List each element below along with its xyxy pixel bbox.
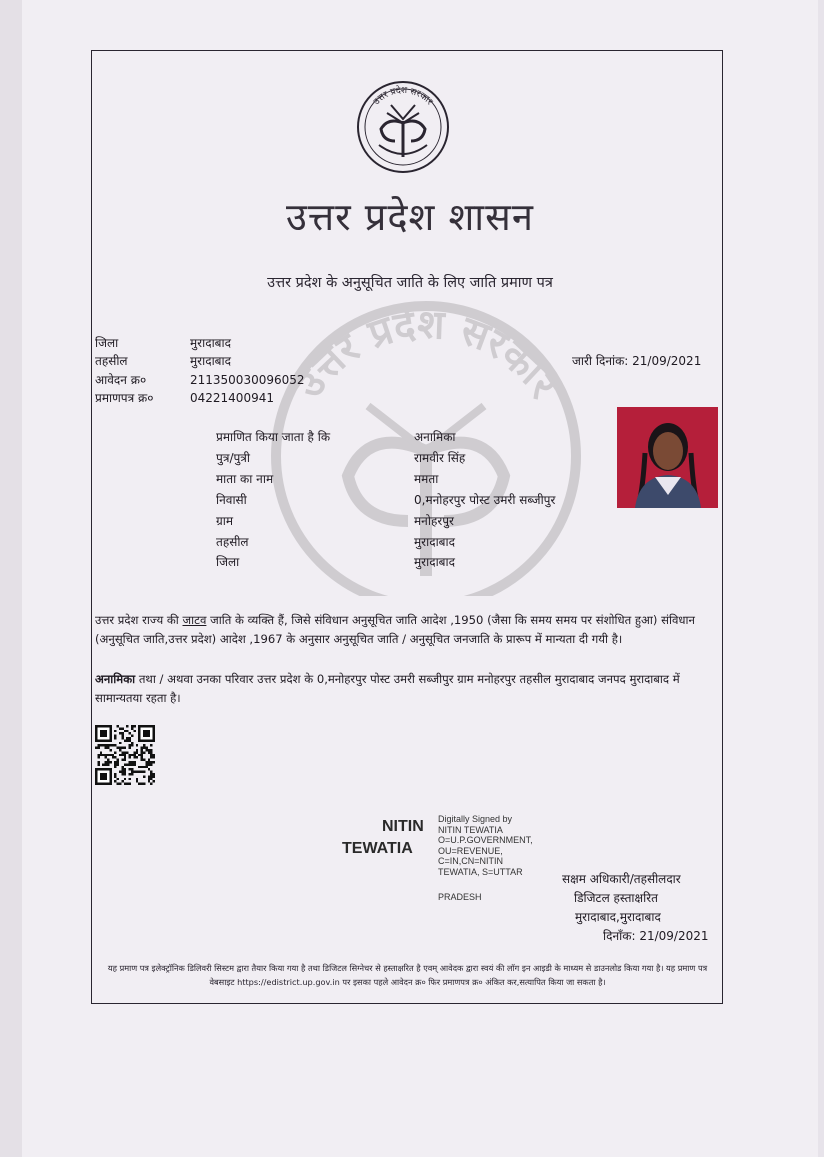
detail-label: प्रमाणित किया जाता है कि (216, 430, 331, 444)
svg-text:उत्तर प्रदेश सरकार (285, 301, 567, 408)
digital-sign-label: डिजिटल हस्ताक्षरित (574, 891, 658, 905)
tehsil-label: तहसील (95, 354, 128, 368)
application-number: 211350030096052 (190, 373, 305, 387)
signature-line: NITIN TEWATIA (438, 824, 503, 835)
certificate-number-label: प्रमाणपत्र क्र० (95, 391, 154, 405)
officer-place: मुरादाबाद,मुरादाबाद (575, 910, 661, 924)
detail-label: पुत्र/पुत्री (216, 451, 251, 465)
mother-name: ममता (414, 472, 439, 486)
detail-label: तहसील (216, 535, 249, 549)
district-label: जिला (95, 336, 119, 350)
holder-name-bold: अनामिका (95, 672, 136, 686)
residence-value: 0,मनोहरपुर पोस्ट उमरी सब्जीपुर (414, 493, 556, 507)
detail-label: निवासी (216, 493, 247, 507)
digital-signature-details (438, 814, 568, 877)
signature-line: Digitally Signed by (438, 814, 513, 824)
district-value: मुरादाबाद (190, 336, 232, 350)
caste-statement (95, 611, 703, 649)
tehsil-value: मुरादाबाद (190, 354, 232, 368)
watermark-text: उत्तर प्रदेश सरकार (285, 301, 567, 407)
village-value: मनोहरपुर (414, 514, 454, 528)
signature-line: TEWATIA, S=UTTAR (438, 866, 523, 877)
signature-line: O=U.P.GOVERNMENT, (438, 835, 533, 845)
up-government-emblem-icon (353, 79, 453, 174)
certificate-number: 04221400941 (190, 391, 274, 405)
holder-name: अनामिका (414, 430, 456, 444)
signature-line: C=IN,CN=NITIN (438, 856, 504, 866)
officer-designation: सक्षम अधिकारी/तहसीलदार (562, 872, 681, 886)
detail-label: जिला (216, 555, 240, 569)
residence-statement (95, 670, 703, 708)
paper-edge (0, 0, 22, 1157)
parent-name: रामवीर सिंह (414, 451, 466, 465)
page-title: उत्तर प्रदेश शासन (286, 195, 534, 239)
applicant-photo (617, 407, 718, 508)
watermark-emblem-icon (258, 296, 594, 596)
signature-pradesh: PRADESH (438, 892, 482, 902)
application-label: आवेदन क्र० (95, 373, 147, 387)
caste-name: जाटव (182, 613, 207, 627)
tehsil-detail-value: मुरादाबाद (414, 535, 456, 549)
issue-date: जारी दिनांक: 21/09/2021 (572, 354, 702, 368)
residence-text: तथा / अथवा उनका परिवार उत्तर प्रदेश के 0,मनोहरपुर पोस्ट उमरी सब्जीपुर ग्राम मनोहरपुर तहसील मुरादाबाद जनपद मुरादाबाद में सामान्यतया रहता है। (95, 672, 680, 705)
qr-code (95, 725, 155, 785)
officer-date: दिनाँक: 21/09/2021 (603, 929, 709, 943)
statement-text: जाति के व्यक्ति हैं, जिसे संविधान अनुसूचित जाति आदेश ,1950 (जैसा कि समय समय पर संशोधित हुआ) संविधान (अनुसूचित जाति,उत्तर प्रदेश) आदेश ,1967 के अनुसार अनुसूचित जाति / अनुसूचित जनजाति के प्रारूप में मान्यता दी गयी है। (95, 613, 695, 646)
paper-shadow (818, 0, 824, 1157)
certificate-subtitle: उत्तर प्रदेश के अनुसूचित जाति के लिए जाति प्रमाण पत्र (267, 275, 553, 291)
detail-label: ग्राम (216, 514, 234, 528)
district-detail-value: मुरादाबाद (414, 555, 456, 569)
signature-line: OU=REVENUE, (438, 845, 503, 856)
detail-label: माता का नाम (216, 472, 274, 486)
footer-note: यह प्रमाण पत्र इलेक्ट्रॉनिक डिलिवरी सिस्टम द्वारा तैयार किया गया है तथा डिजिटल सिग्नेचर से हस्ताक्षरित है एवम् आवेदक द्वारा स्वयं की लॉग इन आइडी के माध्यम से डाउनलोड किया गया है। यह प्रमाण पत्र वेबसाइट https://edistrict.up.gov.in पर इसका पहले आवेदन क्र० फिर प्रमाणपत्र क्र० अंकित कर,सत्यापित किया जा सकता है। (107, 963, 708, 987)
signer-first-name: NITIN (382, 818, 424, 835)
signer-last-name: TEWATIA (342, 840, 413, 857)
emblem-text: उत्तर प्रदेश सरकार (371, 85, 435, 108)
statement-text: उत्तर प्रदेश राज्य की (95, 613, 179, 627)
